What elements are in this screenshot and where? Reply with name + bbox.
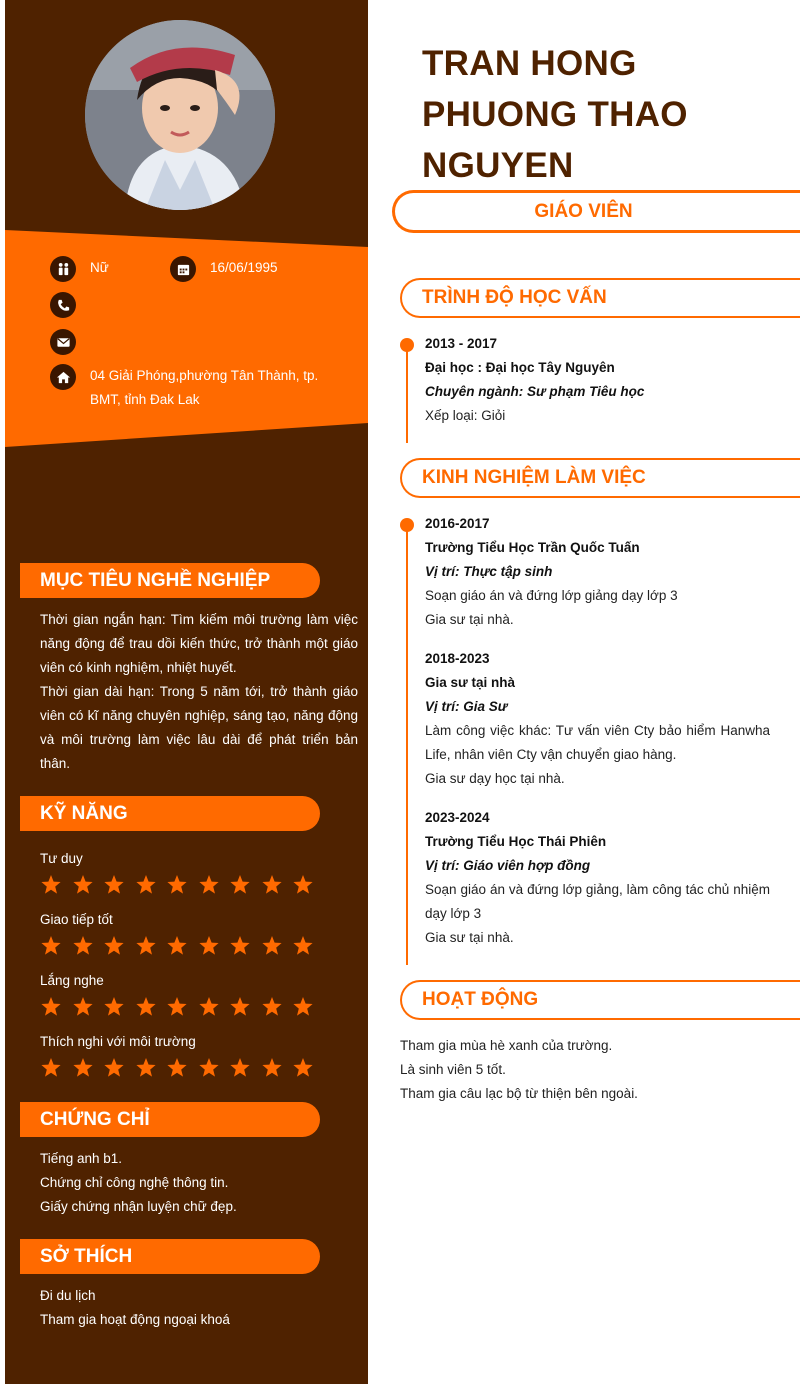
name-line: TRAN HONG — [422, 44, 637, 83]
experience-entry — [425, 512, 770, 632]
star-icon — [261, 874, 283, 896]
education-heading: TRÌNH ĐỘ HỌC VẤN — [400, 278, 800, 318]
star-icon — [292, 1057, 314, 1079]
star-icon — [40, 935, 62, 957]
experience-desc: Gia sư dạy học tại nhà. — [425, 771, 565, 786]
contact-email — [50, 329, 90, 355]
experience-period: 2018-2023 — [425, 651, 490, 666]
calendar-icon — [170, 256, 196, 282]
activity-item: Tham gia mùa hè xanh của trường. — [400, 1038, 613, 1053]
skill-rating — [40, 996, 340, 1018]
skill-label: Giao tiếp tốt — [40, 912, 113, 927]
star-icon — [198, 935, 220, 957]
email-icon[interactable] — [50, 329, 76, 355]
experience-position: Vị trí: Thực tập sinh — [425, 564, 553, 579]
birthdate-value: 16/06/1995 — [210, 260, 278, 275]
star-icon — [72, 874, 94, 896]
certificate-item: Tiếng anh b1. — [40, 1151, 123, 1166]
star-icon — [72, 1057, 94, 1079]
skill-item — [40, 851, 340, 896]
star-icon — [40, 1057, 62, 1079]
contact-birthdate — [170, 256, 278, 282]
hobbies-list — [40, 1284, 358, 1332]
skill-item — [40, 973, 340, 1018]
experience-period: 2023-2024 — [425, 810, 490, 825]
star-icon — [198, 874, 220, 896]
star-icon — [229, 1057, 251, 1079]
activity-item: Là sinh viên 5 tốt. — [400, 1062, 506, 1077]
star-icon — [261, 935, 283, 957]
star-icon — [135, 1057, 157, 1079]
hobby-item: Đi du lịch — [40, 1288, 96, 1303]
star-icon — [103, 935, 125, 957]
star-icon — [292, 996, 314, 1018]
skill-rating — [40, 935, 340, 957]
star-icon — [103, 1057, 125, 1079]
name-line: NGUYEN — [422, 146, 574, 185]
star-icon — [198, 996, 220, 1018]
experience-org: Trường Tiểu Học Thái Phiên — [425, 834, 607, 849]
gender-value: Nữ — [90, 260, 109, 275]
skill-rating — [40, 1057, 340, 1079]
hobbies-heading: SỞ THÍCH — [20, 1239, 320, 1274]
star-icon — [261, 1057, 283, 1079]
address-value: 04 Giải Phóng,phường Tân Thành, tp. BMT, tỉnh Đak Lak — [90, 368, 319, 407]
name-line: PHUONG THAO — [422, 95, 688, 134]
star-icon — [40, 874, 62, 896]
skill-rating — [40, 874, 340, 896]
experience-desc: Gia sư tại nhà. — [425, 612, 514, 627]
certificates-list — [40, 1147, 358, 1219]
skill-label: Lắng nghe — [40, 973, 104, 988]
star-icon — [166, 996, 188, 1018]
certificate-item: Chứng chỉ công nghệ thông tin. — [40, 1175, 229, 1190]
experience-entry — [425, 647, 770, 791]
experience-period: 2016-2017 — [425, 516, 490, 531]
skill-item — [40, 912, 340, 957]
skill-label: Tư duy — [40, 851, 83, 866]
sidebar — [5, 0, 368, 1384]
star-icon — [261, 996, 283, 1018]
job-title: GIÁO VIÊN — [392, 190, 800, 233]
experience-timeline-dot — [400, 518, 414, 532]
education-timeline-dot — [400, 338, 414, 352]
experience-heading: KINH NGHIỆM LÀM VIỆC — [400, 458, 800, 498]
certificate-item: Giấy chứng nhận luyện chữ đẹp. — [40, 1199, 237, 1214]
star-icon — [40, 996, 62, 1018]
star-icon — [72, 996, 94, 1018]
star-icon — [135, 935, 157, 957]
star-icon — [166, 935, 188, 957]
experience-desc: Soạn giáo án và đứng lớp giảng, làm công tác chủ nhiệm dạy lớp 3 — [425, 882, 770, 921]
skills-heading: KỸ NĂNG — [20, 796, 320, 831]
star-icon — [166, 874, 188, 896]
experience-desc: Gia sư tại nhà. — [425, 930, 514, 945]
star-icon — [292, 874, 314, 896]
education-school: Đại học : Đại học Tây Nguyên — [425, 360, 615, 375]
objective-text — [40, 608, 358, 776]
star-icon — [135, 874, 157, 896]
experience-desc: Làm công việc khác: Tư vấn viên Cty bảo hiểm Hanwha Life, nhân viên Cty vận chuyển giao hàng. — [425, 723, 770, 762]
objective-heading: MỤC TIÊU NGHỀ NGHIỆP — [20, 563, 320, 598]
skill-label: Thích nghi với môi trường — [40, 1034, 196, 1049]
phone-icon[interactable] — [50, 292, 76, 318]
star-icon — [229, 935, 251, 957]
home-icon — [50, 364, 76, 390]
education-timeline — [406, 345, 408, 443]
education-entry — [425, 332, 770, 428]
education-grade: Xếp loại: Giỏi — [425, 408, 506, 423]
contact-phone — [50, 292, 90, 318]
profile-photo — [85, 20, 275, 210]
education-major: Chuyên ngành: Sư phạm Tiêu học — [425, 384, 645, 399]
education-period: 2013 - 2017 — [425, 336, 498, 351]
experience-position: Vị trí: Giáo viên hợp đồng — [425, 858, 591, 873]
experience-desc: Soạn giáo án và đứng lớp giảng dạy lớp 3 — [425, 588, 678, 603]
certificates-heading: CHỨNG CHỈ — [20, 1102, 320, 1137]
star-icon — [72, 935, 94, 957]
contact-gender — [50, 256, 109, 282]
gender-icon — [50, 256, 76, 282]
objective-long-term: Thời gian dài hạn: Trong 5 năm tới, trở thành giáo viên có kĩ năng chuyên nghiệp, sáng tạo, năng động và môi trường làm việc lâu dài để phát triển bản thân. — [40, 684, 358, 771]
experience-org: Gia sư tại nhà — [425, 675, 516, 690]
profile-photo-illustration — [85, 20, 275, 210]
star-icon — [103, 996, 125, 1018]
experience-position: Vị trí: Gia Sư — [425, 699, 508, 714]
candidate-name — [422, 38, 792, 191]
star-icon — [135, 996, 157, 1018]
star-icon — [198, 1057, 220, 1079]
skill-item — [40, 1034, 340, 1079]
contact-address — [50, 364, 350, 412]
experience-entry — [425, 806, 770, 950]
activities-heading: HOẠT ĐỘNG — [400, 980, 800, 1020]
star-icon — [229, 874, 251, 896]
experience-timeline — [406, 525, 408, 965]
star-icon — [103, 874, 125, 896]
star-icon — [292, 935, 314, 957]
activities-list — [400, 1034, 780, 1106]
experience-org: Trường Tiểu Học Trần Quốc Tuấn — [425, 540, 640, 555]
objective-short-term: Thời gian ngắn hạn: Tìm kiếm môi trường làm việc năng động để trau dồi kiến thức, trở thành một giáo viên có kinh nghiệm, nhiệt huyết. — [40, 612, 358, 675]
activity-item: Tham gia câu lạc bộ từ thiện bên ngoài. — [400, 1086, 638, 1101]
star-icon — [229, 996, 251, 1018]
star-icon — [166, 1057, 188, 1079]
hobby-item: Tham gia hoạt động ngoại khoá — [40, 1312, 230, 1327]
